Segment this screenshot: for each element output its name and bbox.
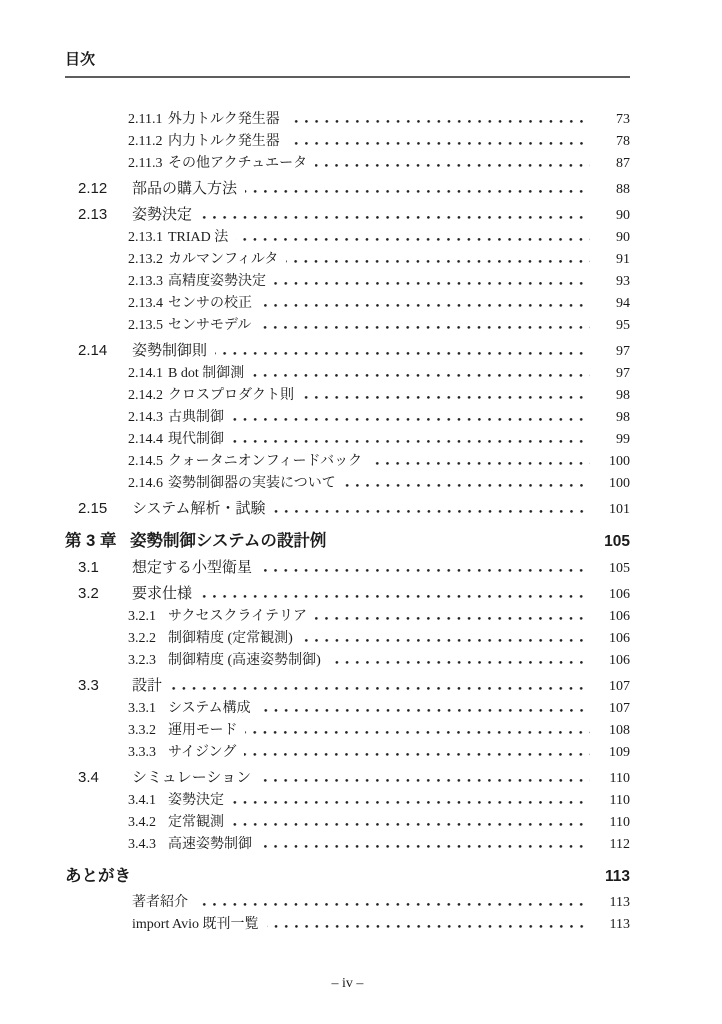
entry-title: 姿勢制御器の実装について [168,476,336,491]
toc-entry [65,557,630,580]
toc-entry [65,628,630,650]
toc-entry [65,530,630,553]
entry-page: 105 [604,533,630,550]
dot-leader [370,462,590,465]
toc-entry [65,249,630,271]
entry-title: 高速姿勢制御 [168,837,252,852]
entry-page: 98 [616,388,630,403]
toc-entry [65,914,630,936]
dot-leader [139,878,590,881]
entry-number: 3.2.2 [128,631,156,646]
entry-number: 2.14.2 [128,388,163,403]
entry-number: 3.4.1 [128,793,156,808]
toc-entry [65,385,630,407]
entry-title: 姿勢制御則 [132,342,208,359]
entry-number: 2.13.2 [128,252,163,267]
entry-page: 108 [609,723,630,738]
toc-entry [65,865,630,888]
toc-entry [65,812,630,834]
dot-leader [215,352,590,355]
entry-number: 2.14.3 [128,410,163,425]
dot-leader [288,120,590,123]
toc-entry [65,407,630,429]
entry-page: 106 [609,631,630,646]
entry-page: 93 [616,274,630,289]
entry-number: 3.2 [78,585,99,602]
toc-entry [65,429,630,451]
entry-number: 2.13.4 [128,296,163,311]
entry-page: 88 [616,182,630,197]
entry-page: 91 [616,252,630,267]
entry-title: 外力トルク発生器 [168,112,280,127]
entry-title: センサの校正 [168,296,252,311]
entry-page: 97 [616,366,630,381]
entry-number: 3.2.3 [128,653,156,668]
entry-page: 107 [609,679,630,694]
entry-number: 2.14.4 [128,432,163,447]
entry-title: クォータニオンフィードバック [168,454,363,469]
entry-page: 94 [616,296,630,311]
entry-number: 第 3 章 [65,532,117,550]
page-footer [65,976,630,992]
dot-leader [200,595,590,598]
entry-page: 100 [609,476,630,491]
page-header [65,50,630,78]
entry-page: 110 [609,771,630,786]
toc-entry [65,698,630,720]
entry-title: 姿勢決定 [168,793,224,808]
entry-title: 内力トルク発生器 [168,134,280,149]
entry-page: 109 [609,745,630,760]
dot-leader [200,216,590,219]
dot-leader [259,326,590,329]
entry-title: センサモデル [168,318,252,333]
entry-number: 2.14.5 [128,454,163,469]
entry-title: あとがき [65,867,131,885]
entry-number: 2.13 [78,206,108,223]
entry-number: 2.14.6 [128,476,163,491]
toc-entry [65,675,630,698]
footer-page-number: – iv – [331,976,364,991]
toc-entry [65,720,630,742]
entry-page: 100 [609,454,630,469]
entry-number: 3.4 [78,769,99,786]
toc-entry [65,451,630,473]
dot-leader [315,617,590,620]
dot-leader [267,925,590,928]
dot-leader [260,569,590,572]
entry-number: 2.14 [78,342,108,359]
entry-page: 95 [616,318,630,333]
dot-leader [315,164,590,167]
entry-number: 2.13.5 [128,318,163,333]
dot-leader [232,440,590,443]
dot-leader [301,639,590,642]
dot-leader [252,374,590,377]
dot-leader [260,845,590,848]
entry-title: カルマンフィルタ [168,252,279,267]
entry-title: 古典制御 [168,410,224,425]
entry-page: 105 [609,561,630,576]
dot-leader [274,282,590,285]
entry-title: B dot 制御測 [168,366,245,381]
entry-page: 78 [616,134,630,149]
dot-leader [196,903,590,906]
entry-page: 99 [616,432,630,447]
entry-number: 3.4.3 [128,837,156,852]
entry-page: 110 [609,793,630,808]
dot-leader [302,396,590,399]
toc-entry [65,790,630,812]
dot-leader [288,142,590,145]
entry-title: TRIAD 法 [168,230,229,245]
entry-number: 2.14.1 [128,366,163,381]
entry-title: 現代制御 [168,432,224,447]
dot-leader [245,190,590,193]
entry-title: 定常観測 [168,815,224,830]
entry-page: 90 [616,208,630,223]
toc-entry [65,293,630,315]
entry-page: 101 [609,502,630,517]
dot-leader [334,543,590,546]
entry-title: 想定する小型衛星 [132,559,253,576]
entry-page: 113 [609,895,630,910]
entry-title: 設計 [132,677,163,694]
entry-number: 3.2.1 [128,609,156,624]
dot-leader [232,418,590,421]
entry-title: import Avio 既刊一覧 [132,917,259,932]
toc-entry [65,473,630,495]
entry-title: 要求仕様 [132,585,193,602]
entry-page: 106 [609,587,630,602]
entry-title: 運用モード [168,723,238,738]
entry-page: 113 [609,917,630,932]
entry-number: 2.12 [78,180,108,197]
toc-entry [65,650,630,672]
entry-number: 3.3.1 [128,701,156,716]
dot-leader [244,753,590,756]
entry-page: 106 [609,653,630,668]
entry-number: 2.13.3 [128,274,163,289]
dot-leader [329,661,590,664]
dot-leader [274,510,590,513]
toc-entry [65,498,630,521]
entry-page: 97 [616,344,630,359]
entry-page: 73 [616,112,630,127]
entry-page: 107 [609,701,630,716]
entry-title: 著者紹介 [132,895,188,910]
entry-number: 3.4.2 [128,815,156,830]
dot-leader [259,709,590,712]
entry-title: 姿勢決定 [132,206,193,223]
dot-leader [286,260,590,263]
dot-leader [259,779,590,782]
entry-page: 98 [616,410,630,425]
entry-number: 2.15 [78,500,108,517]
entry-title: サイジング [168,745,237,760]
dot-leader [232,801,590,804]
entry-title: 高精度姿勢決定 [168,274,266,289]
toc-entry [65,315,630,337]
entry-page: 87 [616,156,630,171]
toc-entry [65,131,630,153]
dot-leader [236,238,590,241]
toc-entry [65,153,630,175]
toc-entry [65,178,630,201]
entry-page: 106 [609,609,630,624]
entry-title: サクセスクライテリア [168,609,308,624]
entry-title: 姿勢制御システムの設計例 [130,532,327,550]
dot-leader [170,687,590,690]
page-header-title: 目次 [65,51,96,68]
entry-number: 3.3.2 [128,723,156,738]
entry-number: 2.11.3 [128,156,163,171]
toc-entry [65,109,630,131]
toc-entry [65,340,630,363]
entry-number: 2.11.2 [128,134,163,149]
toc-entry [65,606,630,628]
entry-title: 制御精度 (高速姿勢制御) [168,653,321,668]
toc-entry [65,767,630,790]
entry-page: 112 [609,837,630,852]
toc-entry [65,892,630,914]
entry-number: 2.13.1 [128,230,163,245]
toc-entry [65,204,630,227]
entry-title: その他アクチュエータ [168,156,308,171]
entry-number: 3.3.3 [128,745,156,760]
entry-page: 110 [609,815,630,830]
entry-title: システム構成 [168,701,251,716]
entry-number: 3.3 [78,677,99,694]
entry-title: システム解析・試験 [132,500,266,517]
dot-leader [232,823,590,826]
toc-entry [65,227,630,249]
document-page [65,50,630,936]
entry-title: シミュレーション [132,769,252,786]
dot-leader [260,304,590,307]
toc-entry [65,583,630,606]
entry-title: クロスプロダクト則 [168,388,294,403]
entry-page: 90 [616,230,630,245]
toc-list [65,109,630,936]
entry-number: 3.1 [78,559,99,576]
entry-title: 部品の購入方法 [132,180,238,197]
dot-leader [245,731,590,734]
toc-entry [65,834,630,856]
entry-title: 制御精度 (定常観測) [168,631,293,646]
toc-entry [65,271,630,293]
dot-leader [344,484,590,487]
entry-page: 113 [604,868,630,885]
toc-entry [65,363,630,385]
entry-number: 2.11.1 [128,112,163,127]
toc-entry [65,742,630,764]
